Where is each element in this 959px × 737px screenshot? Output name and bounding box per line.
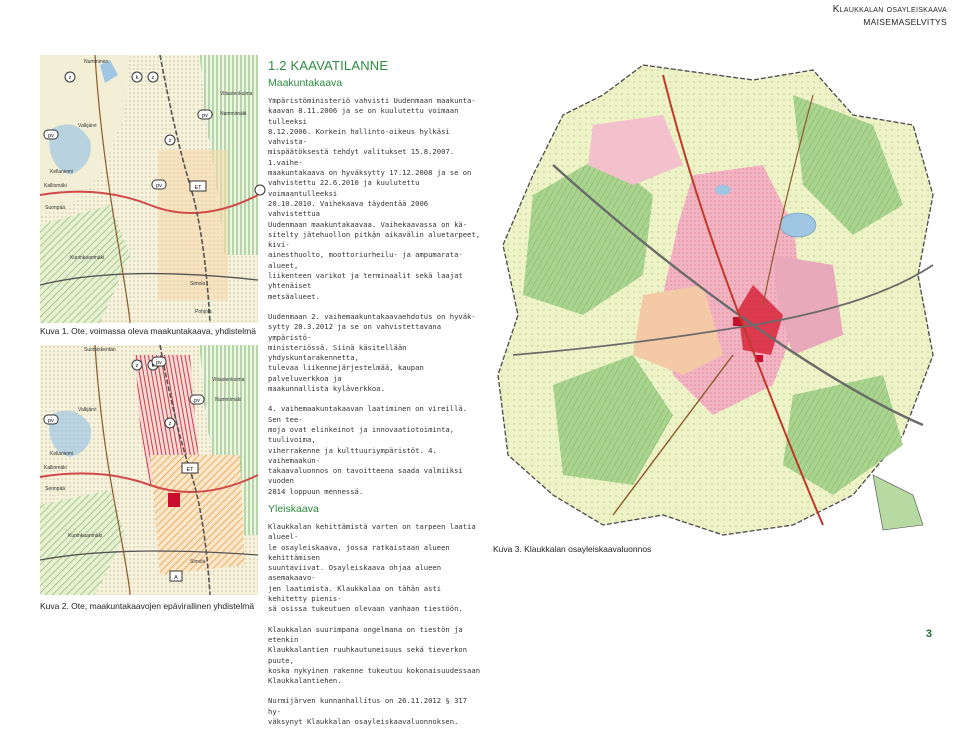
svg-text:ET: ET [186,467,194,473]
svg-text:Kellaniemi: Kellaniemi [50,451,74,457]
paragraph: Uudenmaan 2. vaihemaakuntakaavaehdotus on hyväk- sytty 20.3.2012 ja se on vahvistettavana ympäristö- ministeriössä. Siinä käsitellään yhdyskuntarakennetta, tulevaa liikennejärjestelmää, kaupan palveluverkkoa ja maakunnallista kyläverkkoa. [268,311,476,394]
svg-text:Kellaniemi: Kellaniemi [50,169,74,175]
klaukkala-master-plan-map [493,55,939,538]
svg-text:Pohjola: Pohjola [195,309,212,315]
svg-text:Simola: Simola [190,281,206,287]
text-column [268,58,482,737]
section-title: 1.2 KAAVATILANNE [268,58,389,73]
header-subtitle: MAISEMASELVITYS [863,17,947,27]
svg-text:pv: pv [48,133,54,139]
figure-2-caption: Kuva 2. Ote, maakuntakaavojen epävirallinen yhdistelmä [40,601,255,611]
svg-text:Nummimäki: Nummimäki [220,111,247,117]
regional-plan-map-current [40,55,258,323]
svg-text:z: z [168,421,172,427]
svg-text:Kuninkaanmäki: Kuninkaanmäki [68,533,103,539]
svg-text:Nummimäki: Nummimäki [215,397,242,403]
svg-text:k: k [151,363,155,369]
svg-text:Simola: Simola [190,559,206,565]
svg-text:z: z [135,363,139,369]
svg-text:A: A [174,575,178,581]
svg-text:Suonpää: Suonpää [45,205,66,211]
svg-text:z: z [168,138,172,144]
svg-text:Viitastenkulma: Viitastenkulma [220,91,253,97]
paragraph: Nurmijärven kunnanhallitus on 26.11.2012 § 317 hy- väksynyt Klaukkalan osayleiskaavaluonnoksen. [268,696,468,727]
svg-text:pv: pv [156,360,162,366]
paragraph: Klaukkalan suurimpana ongelmana on tiestön ja etenkin Klaukkalantien ruuhkautuneisuus sekä tieverkon puute, koska nykyinen rakenne tukeutuu kokonaisuudessaan Klaukkalantiehen. [268,624,481,686]
paragraph: Klaukkalan kehittämistä varten on tarpeen laatia alueel- le osayleiskaava, jossa ratkaistaan alueen kehittämisen suuntaviivat. Osayleiskaava ohjaa alueen asemakaavo- jen laatimista. Klaukkalaa on tähän asti kehitetty pienis- sä osissa tukeutuen olevaan vanhaan tiestöön. [268,521,476,614]
svg-text:Suomiskentän: Suomiskentän [84,347,116,353]
svg-text:Kalliomäki: Kalliomäki [44,465,67,471]
subsection-title-general-plan: Yleiskaava [268,502,319,515]
page-header [833,4,947,28]
svg-text:Kalliomäki: Kalliomäki [44,183,67,189]
svg-text:z: z [151,75,155,81]
svg-text:ET: ET [194,185,202,191]
figure-3-caption: Kuva 3. Klaukkalan osayleiskaavaluonnos [493,544,652,554]
svg-text:pv: pv [48,418,54,424]
page-number: 3 [925,628,932,640]
svg-text:Viitastenkulma: Viitastenkulma [212,377,245,383]
subsection-title-regional-plan: Maakuntakaava [268,77,343,89]
svg-text:Valkjärvi: Valkjärvi [78,407,97,413]
figure-1-caption: Kuva 1. Ote, voimassa oleva maakuntakaava, yhdistelmä [40,326,256,336]
svg-text:Numminen: Numminen [84,59,109,65]
svg-text:pv: pv [202,113,208,119]
svg-text:z: z [68,75,72,81]
svg-text:k: k [135,75,139,81]
regional-plan-map-combination [40,345,258,595]
svg-text:Kuninkaanmäki: Kuninkaanmäki [70,255,105,261]
svg-text:pv: pv [194,398,200,404]
header-title: Klaukkalan osayleiskaava [832,4,947,15]
svg-text:Seonpää: Seonpää [45,486,66,492]
paragraph: Ympäristöministeriö vahvisti Uudenmaan maakunta- kaavan 8.11.2006 ja se on kuulutettu voimaan tulleeksi 8.12.2006. Korkein hallinto-oikeus hylkäsi vahvista- mispäätöksestä tehdyt valitukset 15.8.2007. 1.vaihe- maakuntakaava on hyväksytty 17.12.2008 ja se on vahvistettu 22.6.2010 ja kuulutettu voimaantulleeksi 20.10.2010. Vaihekaava täydentää 2006 vahvistettua Uudenmaan maakuntakaavaa. Vaihekaavassa on kä- sitelty jätehuollon pitkän aikavälin aluetarpeet, kivi- ainesthuolto, moottoriurheilu- ja ampumarata-alueet, liikenteen varikot ja terminaalit sekä laajat yhtenäiset metsäalueet. [268,96,481,301]
paragraph: 4. vaihemaakuntakaavan laatiminen on vireillä. Sen tee- moja ovat elinkeinot ja innovaatiotoiminta, tuulivoima, viherrakenne ja kulttuuriympäristöt. 4. vaihemaakun- takaavaluonnos on tavoitteena saada valmiiksi vuoden 2014 loppuun mennessä. [268,404,468,496]
svg-text:pv: pv [156,183,162,189]
svg-text:Valkjärvi: Valkjärvi [78,123,97,129]
